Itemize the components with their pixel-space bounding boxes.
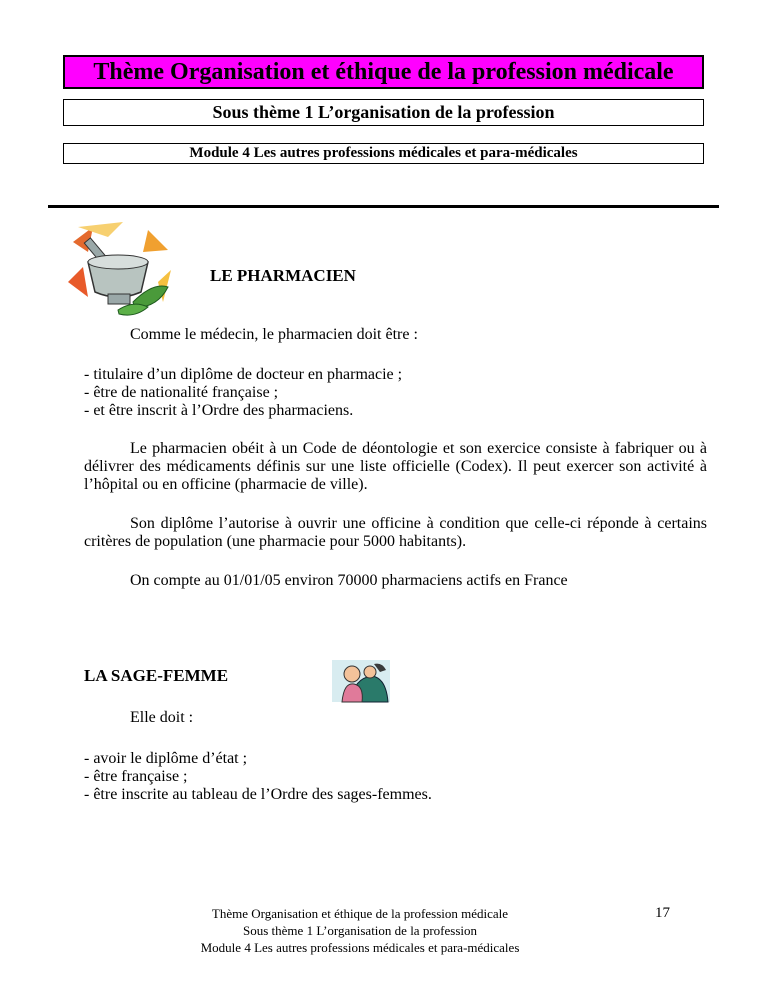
midwife-clipart-icon (330, 658, 392, 704)
page-number: 17 (655, 905, 670, 921)
pharmacien-intro: Comme le médecin, le pharmacien doit être : (130, 326, 418, 343)
pharmacien-condition: - être de nationalité française ; (84, 384, 279, 401)
sage-femme-intro: Elle doit : (130, 709, 194, 726)
sub-theme-title: Sous thème 1 L’organisation de la profession (63, 99, 704, 126)
sage-femme-heading: LA SAGE-FEMME (84, 666, 229, 685)
pharmacien-condition: - et être inscrit à l’Ordre des pharmaciens. (84, 402, 354, 419)
pharmacien-paragraph: On compte au 01/01/05 environ 70000 pharmaciens actifs en France (130, 572, 568, 589)
sage-femme-condition: - avoir le diplôme d’état ; (84, 750, 248, 767)
module-title: Module 4 Les autres professions médicales et para-médicales (63, 143, 704, 164)
pharmacien-paragraph: Le pharmacien obéit à un Code de déontologie et son exercice consiste à fabriquer ou à délivrer des médicaments définis sur une liste officielle (Codex). Il peut exercer son activité à l’hôpital ou en officine (pharmacie de ville). (84, 440, 707, 493)
horizontal-rule (48, 205, 719, 208)
theme-title: Thème Organisation et éthique de la profession médicale (63, 55, 704, 89)
pharmacien-condition: - titulaire d’un diplôme de docteur en pharmacie ; (84, 366, 403, 383)
pharmacien-heading: LE PHARMACIEN (210, 266, 356, 285)
footer-line: Thème Organisation et éthique de la profession médicale (211, 906, 509, 921)
footer-line: Sous thème 1 L’organisation de la profession (243, 923, 477, 938)
sage-femme-condition: - être française ; (84, 768, 188, 785)
footer-line: Module 4 Les autres professions médicales et para-médicales (200, 940, 520, 955)
sage-femme-condition: - être inscrite au tableau de l’Ordre des sages-femmes. (84, 786, 432, 803)
pharmacien-paragraph: Son diplôme l’autorise à ouvrir une officine à condition que celle-ci réponde à certains critères de population (une pharmacie pour 5000 habitants). (84, 515, 707, 550)
mortar-pestle-icon (63, 222, 173, 322)
